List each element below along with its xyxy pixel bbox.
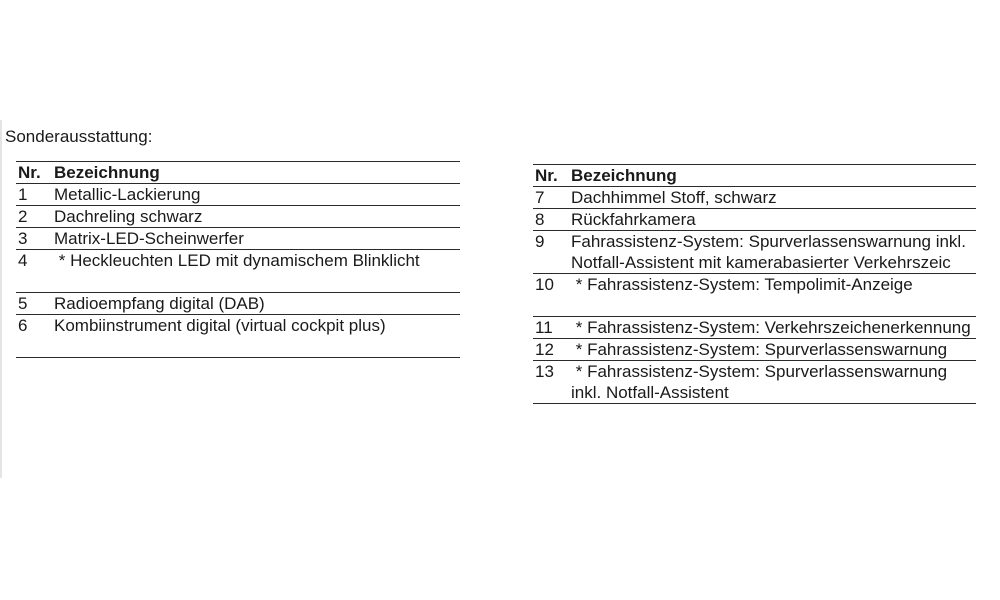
table-row [16, 250, 460, 293]
column-header-bezeichnung: Bezeichnung [54, 162, 460, 184]
table-row [16, 184, 460, 206]
row-description: * Fahrassistenz-System: Tempolimit-Anzeige [571, 274, 976, 317]
table-row [533, 361, 976, 404]
equipment-table-left [16, 161, 460, 358]
row-number: 13 [533, 361, 571, 404]
equipment-table-right [533, 164, 976, 404]
table-row [533, 209, 976, 231]
table-header-row [533, 165, 976, 187]
table-row [533, 187, 976, 209]
row-number: 3 [16, 228, 54, 250]
row-description: Matrix-LED-Scheinwerfer [54, 228, 460, 250]
table-row [16, 315, 460, 358]
row-number: 1 [16, 184, 54, 206]
table-row [533, 274, 976, 317]
table-row [533, 339, 976, 361]
row-description: Metallic-Lackierung [54, 184, 460, 206]
table-row [16, 206, 460, 228]
row-description: * Heckleuchten LED mit dynamischem Blinklicht [54, 250, 460, 293]
row-description: Fahrassistenz-System: Spurverlassenswarnung inkl. Notfall-Assistent mit kamerabasierter Verkehrszeic [571, 231, 976, 274]
table-row [533, 317, 976, 339]
row-description: Radioempfang digital (DAB) [54, 293, 460, 315]
section-heading: Sonderausstattung: [5, 127, 153, 146]
table-row [16, 228, 460, 250]
column-header-nr: Nr. [16, 162, 54, 184]
row-number: 6 [16, 315, 54, 358]
table-header-row [16, 162, 460, 184]
row-description: * Fahrassistenz-System: Spurverlassenswarnung inkl. Notfall-Assistent [571, 361, 976, 404]
row-number: 9 [533, 231, 571, 274]
row-description: Rückfahrkamera [571, 209, 976, 231]
row-number: 2 [16, 206, 54, 228]
row-description: * Fahrassistenz-System: Verkehrszeichenerkennung [571, 317, 976, 339]
row-number: 10 [533, 274, 571, 317]
row-description: Kombiinstrument digital (virtual cockpit plus) [54, 315, 460, 358]
table-row [16, 293, 460, 315]
row-number: 7 [533, 187, 571, 209]
row-description: Dachreling schwarz [54, 206, 460, 228]
column-header-bezeichnung: Bezeichnung [571, 165, 976, 187]
row-number: 5 [16, 293, 54, 315]
row-number: 12 [533, 339, 571, 361]
row-number: 4 [16, 250, 54, 293]
row-number: 11 [533, 317, 571, 339]
row-description: * Fahrassistenz-System: Spurverlassenswarnung [571, 339, 976, 361]
column-header-nr: Nr. [533, 165, 571, 187]
row-number: 8 [533, 209, 571, 231]
table-row [533, 231, 976, 274]
page-edge-divider [0, 120, 2, 478]
row-description: Dachhimmel Stoff, schwarz [571, 187, 976, 209]
